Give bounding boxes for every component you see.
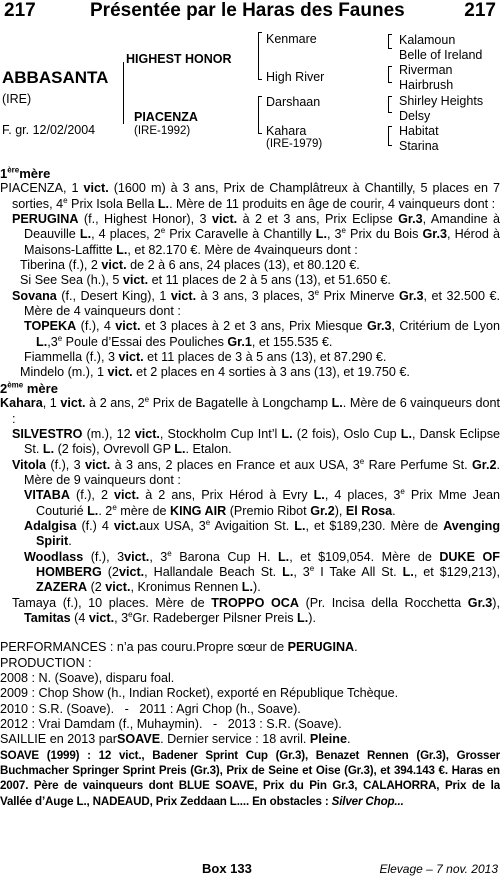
- vitaba-paragraph: VITABA (f.), 2 vict. à 2 ans, Prix Hérod à Evry L., 4 places, 3e Prix Mme Jean Couturié L.. 2e mère de KING AIR (Premio Ribot Gr.2), El Rosa.: [24, 487, 500, 518]
- dam-origin: (IRE-1992): [134, 125, 191, 137]
- sire-name: HIGHEST HONOR: [126, 52, 232, 66]
- stallion-note: SOAVE (1999) : 12 vict., Badener Sprint Cup (Gr.3), Benazet Rennen (Gr.3), Grosser Buchmacher Springer Sprint Preis (Gr.3), Prix de Seine et Oise (Gr.3), et 394.143 €. Haras en 2007. Père de vainqueurs dont BLUE SOAVE, Prix du Pin Gr.3, CALAHORRA, Prix de la Vallée d’Auge L., NADEAUD, Prix Zeddaan L.... En obstacles : Silver Chop...: [0, 748, 500, 808]
- si-see-sea-line: Si See Sea (h.), 5 vict. et 11 places de 2 à 5 ans (13), et 51.650 €.: [20, 273, 391, 288]
- sovana-paragraph: Sovana (f., Desert King), 1 vict. à 3 ans, 3 places, 3e Prix Minerve Gr.3, et 32.500 €. Mère de 4 vainqueurs dont :: [12, 287, 500, 319]
- first-dam-heading: 1èremère: [0, 165, 51, 181]
- first-dam-paragraph: PIACENZA, 1 vict. (1600 m) à 3 ans, Prix de Champlâtreux à Chantilly, 5 places en 7 sorties, 4e Prix Isola Bella L.. Mère de 11 produits en âge de courir, 4 vainqueurs dont :: [0, 181, 500, 211]
- saillie-line: SAILLIE en 2013 parSOAVE. Dernier service : 18 avril. Pleine.: [0, 732, 351, 747]
- horse-origin: (IRE): [2, 92, 32, 106]
- gp-sire-sire: Kenmare: [266, 32, 317, 46]
- page-number-right: 217: [464, 0, 496, 21]
- dam-name: PIACENZA: [134, 110, 198, 124]
- ggp-3: Riverman: [399, 63, 453, 77]
- ggp-6: Delsy: [399, 109, 431, 123]
- topeka-paragraph: TOPEKA (f.), 4 vict. et 3 places à 2 et 3 ans, Prix Miesque Gr.3, Critérium de Lyon L.,3e Poule d’Essai des Pouliches Gr.1, et 155.535 €.: [24, 319, 500, 349]
- horse-birth: F. gr. 12/02/2004: [2, 123, 96, 137]
- tamaya-paragraph: Tamaya (f.), 10 places. Mère de TROPPO OCA (Pr. Incisa della Rocchetta Gr.3), Tamitas (4 vict., 3eGr. Radeberger Pilsner Preis L.).: [12, 595, 500, 625]
- ggp-8: Starina: [399, 139, 439, 153]
- page-number-left: 217: [4, 0, 36, 21]
- production-heading: PRODUCTION :: [0, 655, 92, 670]
- gp-dam-dam-origin: (IRE-1979): [266, 138, 323, 150]
- gp-dam-dam: Kahara: [266, 124, 307, 138]
- production-line-4: 2012 : Vrai Damdam (f., Muhaymin). - 2013 : S.R. (Soave).: [0, 717, 342, 732]
- fiammella-line: Fiammella (f.), 3 vict. et 11 places de 3 à 5 ans (13), et 87.290 €.: [24, 350, 387, 365]
- gp-sire-dam: High River: [266, 70, 325, 84]
- production-line-3: 2010 : S.R. (Soave). - 2011 : Agri Chop (h., Soave).: [0, 701, 301, 716]
- ggp-5: Shirley Heights: [399, 94, 484, 108]
- second-dam-paragraph: Kahara, 1 vict. à 2 ans, 2e Prix de Bagatelle à Longchamp L.. Mère de 6 vainqueurs dont :: [0, 394, 500, 426]
- perugina-paragraph: PERUGINA (f., Highest Honor), 3 vict. à 2 et 3 ans, Prix Eclipse Gr.3, Amandine à Deauville L., 4 places, 2e Prix Caravelle à Chantilly L., 3e Prix du Bois Gr.3, Hérod à Maisons-Laffitte L., et 82.170 €. Mère de 4vainqueurs dont :: [12, 212, 500, 257]
- ggp-2: Belle of Ireland: [399, 48, 483, 62]
- woodlass-paragraph: Woodlass (f.), 3vict., 3e Barona Cup H. L., et $109,054. Mère de DUKE OF HOMBERG (2vict., Hallandale Beach St. L., 3e I Take All St. L., et $129,213), ZAZERA (2 vict., Kronimus Rennen L.).: [24, 548, 500, 595]
- silvestro-paragraph: SILVESTRO (m.), 12 vict., Stockholm Cup Int’l L. (2 fois), Oslo Cup L., Dansk Eclipse St. L. (2 fois), Ovrevoll GP L.. Etalon.: [12, 426, 500, 457]
- tiberina-line: Tiberina (f.), 2 vict. de 2 à 6 ans, 24 places (13), et 80.120 €.: [20, 258, 360, 273]
- performances-line: PERFORMANCES : n’a pas couru.Propre sœur de PERUGINA.: [0, 640, 358, 655]
- family-notes: [0, 166, 500, 809]
- source-line: Elevage – 7 nov. 2013: [379, 862, 498, 876]
- production-line-1: 2008 : N. (Soave), disparu foal.: [0, 671, 175, 685]
- mindelo-line: Mindelo (m.), 1 vict. et 2 places en 4 sorties à 3 ans (13), et 19.750 €.: [20, 365, 410, 380]
- adalgisa-paragraph: Adalgisa (f.) 4 vict.aux USA, 3e Avigaition St. L., et $189,230. Mère de Avenging Spirit.: [24, 517, 500, 549]
- second-dam-heading: 2ème mère: [0, 380, 58, 396]
- page-title: Présentée par le Haras des Faunes: [90, 0, 405, 21]
- horse-name: ABBASANTA: [2, 68, 109, 87]
- ggp-1: Kalamoun: [399, 33, 456, 47]
- vitola-paragraph: Vitola (f.), 3 vict. à 3 ans, 2 places en France et aux USA, 3e Rare Perfume St. Gr.2. Mère de 9 vainqueurs dont :: [12, 456, 500, 487]
- ggp-4: Hairbrush: [399, 78, 454, 92]
- ggp-7: Habitat: [399, 124, 439, 138]
- gp-dam-sire: Darshaan: [266, 95, 321, 109]
- box-number: Box 133: [202, 861, 252, 876]
- production-line-2: 2009 : Chop Show (h., Indian Rocket), exporté en République Tchèque.: [0, 686, 399, 701]
